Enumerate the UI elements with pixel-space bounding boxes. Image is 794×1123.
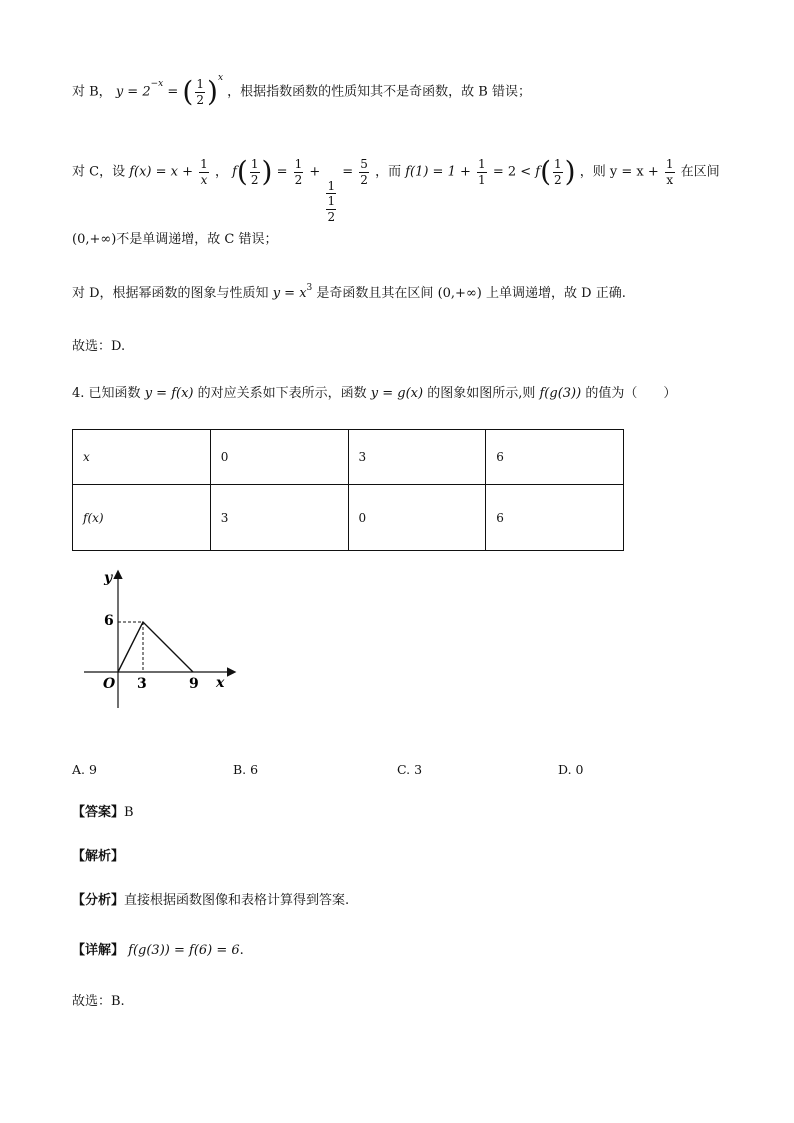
frac-half <box>553 158 563 186</box>
question-g-eq: y = g(x) <box>370 386 424 401</box>
xiangjie-expr: f(g(3)) = f(6) = 6 <box>128 943 240 958</box>
para-c-plus: + <box>309 164 321 180</box>
question-stem-4: 的值为（ ） <box>585 386 677 401</box>
frac-num: 5 <box>360 157 368 171</box>
table-cell: f(x) <box>73 485 211 551</box>
para-c-eq: = <box>276 164 288 180</box>
para-c-p3: = 2 < <box>492 164 532 180</box>
answer-line <box>72 806 134 819</box>
table-cell: 3 <box>348 430 486 485</box>
analysis-tag: 【解析】 <box>72 849 125 864</box>
table-row <box>73 430 624 485</box>
frac-num: 1 <box>554 157 562 171</box>
frac-inner <box>326 195 336 223</box>
frac-den: 2 <box>294 172 303 187</box>
frac-half <box>250 158 260 186</box>
question-expr: f(g(3)) <box>539 386 582 401</box>
paren-open: ( <box>236 155 248 189</box>
question-stem-1: 已知函数 <box>88 386 145 401</box>
xiangjie-end: . <box>239 943 244 958</box>
para-c-f3: f(1) = 1 + <box>405 164 471 180</box>
table-cell: 0 <box>210 430 348 485</box>
para-c-p4: ，则 y = x + <box>579 164 659 180</box>
table-row <box>73 485 624 551</box>
frac-5-2 <box>359 158 369 186</box>
answer-value: B <box>124 805 134 820</box>
para-b-eq: y = 2 <box>115 84 151 100</box>
frac-1-1 <box>477 158 487 186</box>
frac-den: 2 <box>196 92 204 107</box>
table-cell: 0 <box>348 485 486 551</box>
para-b-exp2: x <box>217 72 224 83</box>
paren-close: ) <box>564 155 576 189</box>
fenxi-line <box>72 894 349 907</box>
frac-num: 1 <box>200 157 208 171</box>
para-d <box>72 283 626 301</box>
para-d-eq: y = x <box>272 286 307 301</box>
option-d[interactable]: D. 0 <box>558 762 584 777</box>
frac-num: 1 <box>294 157 303 171</box>
table-cell: 6 <box>486 485 624 551</box>
para-c-f1: f(x) = x + <box>129 164 194 180</box>
x-tick-label: 3 <box>137 676 147 692</box>
choose-line-2: 故选：B. <box>72 994 125 1009</box>
x-axis-label: x <box>216 675 225 691</box>
paren-close: ) <box>207 75 218 109</box>
frac-1-x <box>199 158 209 186</box>
para-b-suffix: ，根据指数函数的性质知其不是奇函数，故 B 错误； <box>227 84 531 100</box>
para-d-exp: 3 <box>306 283 313 293</box>
para-b-exp: −x <box>150 78 164 89</box>
para-c-p5: 在区间 <box>680 164 720 180</box>
para-c-p2: ，而 <box>375 164 406 180</box>
origin-label: O <box>103 676 116 692</box>
frac-half <box>294 158 304 186</box>
table-cell: 3 <box>210 485 348 551</box>
frac-den: 1 <box>478 172 486 187</box>
answer-tag: 【答案】 <box>72 805 125 820</box>
question-stem-2: 的对应关系如下表所示，函数 <box>197 386 371 401</box>
para-c-p1: 对 C，设 <box>72 164 130 180</box>
para-c-sep: ， <box>214 164 228 180</box>
para-c <box>72 155 720 224</box>
table-cell: x <box>73 430 211 485</box>
para-c-eq2: = <box>342 164 354 180</box>
graph-marks <box>118 622 193 672</box>
frac-den: 2 <box>327 209 336 224</box>
paren-open: ( <box>182 75 194 109</box>
frac-den: x <box>200 172 208 187</box>
para-b-prefix: 对 B， <box>72 84 112 100</box>
para-b <box>72 72 531 109</box>
frac-1-x-b <box>665 158 675 186</box>
frac-half <box>195 78 205 106</box>
g-function-graph <box>76 562 246 712</box>
para-d-suffix: 上单调递增，故 D 正确. <box>486 286 626 301</box>
frac-compound <box>326 180 336 224</box>
para-c-continued: (0,+∞)不是单调递增，故 C 错误； <box>72 232 278 247</box>
choose-line-1: 故选：D. <box>72 339 126 354</box>
option-c[interactable]: C. 3 <box>397 762 423 777</box>
frac-den: 2 <box>360 172 368 187</box>
question-stem <box>72 387 676 400</box>
table-cell: 6 <box>486 430 624 485</box>
frac-den: 2 <box>250 172 259 187</box>
x-tick-label: 9 <box>189 676 199 692</box>
frac-den: 2 <box>554 172 562 187</box>
para-d-prefix: 对 D，根据幂函数的图象与性质知 <box>72 286 273 301</box>
y-tick-label: 6 <box>104 613 114 629</box>
xiangjie-tag: 【详解】 <box>72 943 125 958</box>
frac-num: 1 <box>478 157 486 171</box>
fenxi-tag: 【分析】 <box>72 893 125 908</box>
para-b-eq2: = <box>167 84 179 100</box>
frac-num: 1 <box>250 157 259 171</box>
frac-num: 1 <box>327 194 336 209</box>
paren-close: ) <box>261 155 273 189</box>
option-a[interactable]: A. 9 <box>72 762 97 777</box>
series-line <box>118 622 193 672</box>
y-axis-label: y <box>104 570 113 586</box>
paren-open: ( <box>540 155 552 189</box>
para-c-f2: f <box>232 164 237 180</box>
frac-den: x <box>666 172 674 187</box>
fenxi-text: 直接根据函数图像和表格计算得到答案. <box>124 893 350 908</box>
frac-num: 1 <box>196 77 204 91</box>
question-number: 4. <box>72 386 85 401</box>
analysis-line <box>72 850 124 863</box>
para-d-interval: (0,+∞) <box>437 286 482 301</box>
xiangjie-line <box>72 944 244 957</box>
question-stem-3: 的图象如图所示,则 <box>427 386 540 401</box>
para-c-f4: f <box>535 164 541 180</box>
para-d-mid: 是奇函数且其在区间 <box>316 286 434 301</box>
function-table <box>72 429 624 551</box>
option-b[interactable]: B. 6 <box>233 762 259 777</box>
frac-num: 1 <box>327 178 336 193</box>
frac-num: 1 <box>665 157 674 171</box>
question-f-eq: y = f(x) <box>144 386 194 401</box>
